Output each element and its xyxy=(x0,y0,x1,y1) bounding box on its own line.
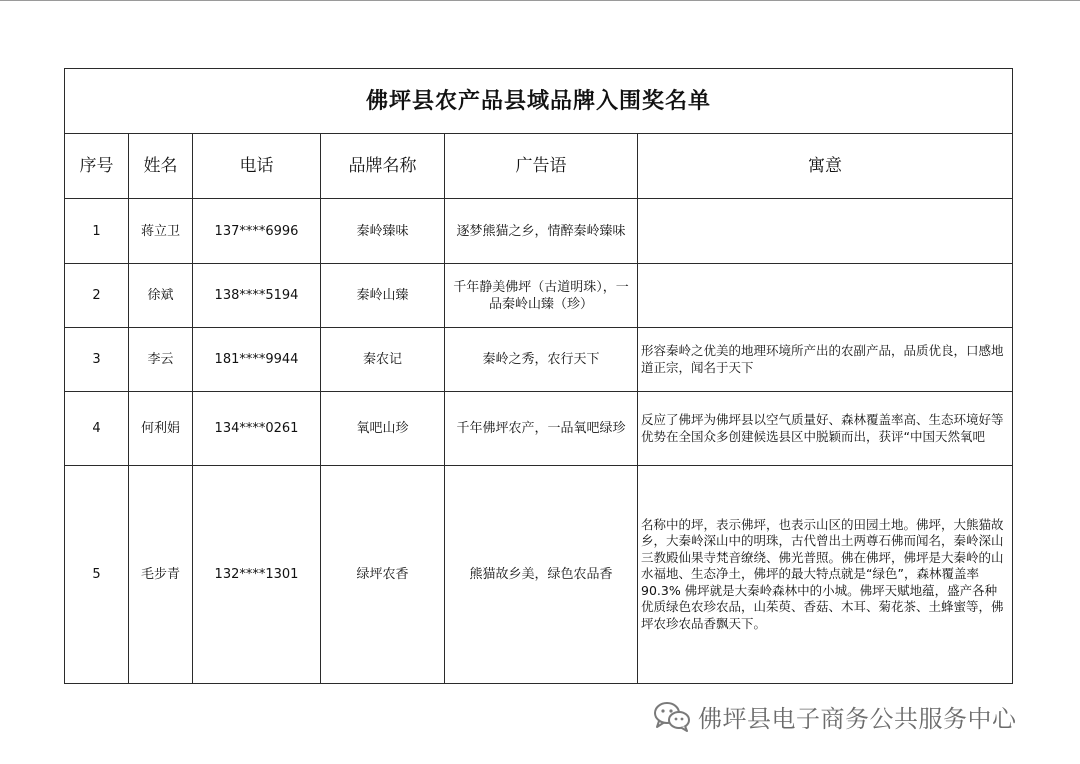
cell-phone: 181****9944 xyxy=(193,328,321,392)
cell-phone: 132****1301 xyxy=(193,466,321,684)
cell-meaning: 名称中的坪，表示佛坪，也表示山区的田园土地。佛坪，大熊猫故乡，大秦岭深山中的明珠，古代曾出土两尊石佛而闻名，秦岭深山三教殿仙果寺梵音缭绕、佛光普照。佛在佛坪，佛坪是大秦岭的山水福地、生态净土，佛坪的最大特点就是“绿色”，森林覆盖率90.3% 佛坪就是大秦岭森林中的小城。佛坪天赋地蕴，盛产各种优质绿色农珍农品，山茱萸、香菇、木耳、菊花茶、土蜂蜜等，佛坪农珍农品香飘天下。 xyxy=(638,466,1013,684)
cell-phone: 138****5194 xyxy=(193,264,321,328)
cell-index: 1 xyxy=(65,199,129,264)
cell-meaning: 反应了佛坪为佛坪县以空气质量好、森林覆盖率高、生态环境好等优势在全国众多创建候选县区中脱颖而出，获评“中国天然氧吧 xyxy=(638,392,1013,466)
cell-brand: 秦岭山臻 xyxy=(321,264,445,328)
cell-name: 徐斌 xyxy=(129,264,193,328)
cell-brand: 绿坪农香 xyxy=(321,466,445,684)
cell-name: 毛步青 xyxy=(129,466,193,684)
cell-name: 蒋立卫 xyxy=(129,199,193,264)
cell-slogan: 熊猫故乡美，绿色农品香 xyxy=(445,466,638,684)
cell-name: 何利娟 xyxy=(129,392,193,466)
cell-slogan: 千年佛坪农产，一品氧吧绿珍 xyxy=(445,392,638,466)
cell-meaning: 形容秦岭之优美的地理环境所产出的农副产品，品质优良，口感地道正宗，闻名于天下 xyxy=(638,328,1013,392)
cell-index: 2 xyxy=(65,264,129,328)
table-row xyxy=(65,392,1013,466)
cell-meaning xyxy=(638,199,1013,264)
cell-index: 3 xyxy=(65,328,129,392)
title-row xyxy=(65,69,1013,134)
header-index: 序号 xyxy=(65,134,129,199)
table-row xyxy=(65,466,1013,684)
header-meaning: 寓意 xyxy=(638,134,1013,199)
watermark xyxy=(652,698,1017,734)
cell-index: 4 xyxy=(65,392,129,466)
cell-slogan: 逐梦熊猫之乡，情醉秦岭臻味 xyxy=(445,199,638,264)
cell-index: 5 xyxy=(65,466,129,684)
table-row xyxy=(65,264,1013,328)
header-phone: 电话 xyxy=(193,134,321,199)
cell-name: 李云 xyxy=(129,328,193,392)
cell-meaning xyxy=(638,264,1013,328)
award-list-table xyxy=(64,68,1013,684)
cell-brand: 氧吧山珍 xyxy=(321,392,445,466)
cell-brand: 秦岭臻味 xyxy=(321,199,445,264)
wechat-icon xyxy=(652,700,692,732)
header-brand: 品牌名称 xyxy=(321,134,445,199)
cell-slogan: 秦岭之秀，农行天下 xyxy=(445,328,638,392)
cell-phone: 137****6996 xyxy=(193,199,321,264)
table-title: 佛坪县农产品县域品牌入围奖名单 xyxy=(65,69,1013,134)
page-top-border xyxy=(0,0,1080,1)
table-row xyxy=(65,328,1013,392)
header-row xyxy=(65,134,1013,199)
watermark-text: 佛坪县电子商务公共服务中心 xyxy=(698,704,1017,733)
cell-phone: 134****0261 xyxy=(193,392,321,466)
header-name: 姓名 xyxy=(129,134,193,199)
table-row xyxy=(65,199,1013,264)
header-slogan: 广告语 xyxy=(445,134,638,199)
cell-brand: 秦农记 xyxy=(321,328,445,392)
cell-slogan: 千年静美佛坪（古道明珠），一品秦岭山臻（珍） xyxy=(445,264,638,328)
